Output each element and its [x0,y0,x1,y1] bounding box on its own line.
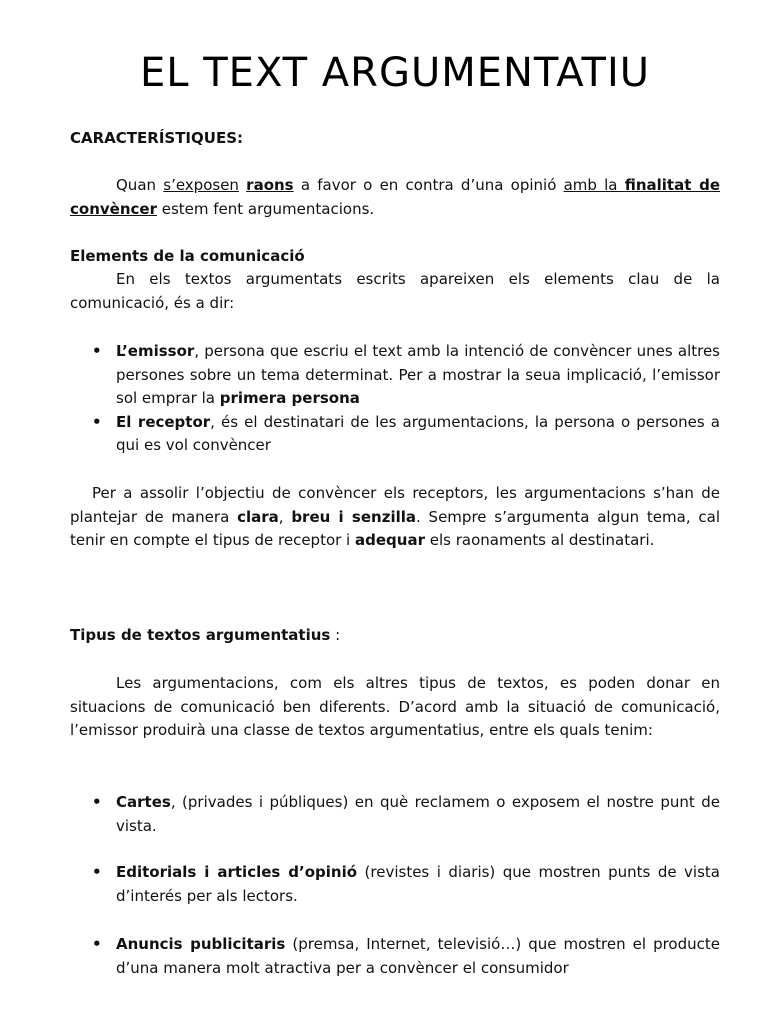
bullet-icon: • [92,863,102,881]
list-item-strong: primera persona [219,389,360,407]
paragraph-objectiu [70,482,720,553]
list-item-text: (premsa, Internet, televisió…) que mostren el producte d’una manera molt atractiva per a convèncer el consumidor [116,935,720,977]
list-item-cartes [70,791,720,838]
section-heading-tail: : [330,626,341,644]
bullet-icon: • [92,935,102,953]
paragraph-tipus-intro: Les argumentacions, com els altres tipus de textos, es poden donar en situacions de comunicació ben diferents. D’acord amb la situació de comunicació, l’emissor produirà una classe de textos argumentatius, entre els quals tenim: [70,674,720,739]
text-run: estem fent argumentacions. [156,199,375,218]
section-heading-caracteristiques: CARACTERÍSTIQUES: [70,129,243,147]
paragraph-elements-intro: En els textos argumentats escrits apareixen els elements clau de la comunicació, és a dir: [70,270,720,312]
text-run: Per a assolir l’objectiu de convèncer els receptors, les argumentacions s’han de plantejar de manera [70,484,720,526]
list-item-editorials [70,861,720,908]
bullet-icon: • [92,793,102,811]
list-item-term: L’emissor [116,342,195,360]
list-item-receptor [70,411,720,458]
text-run: a favor o en contra d’una opinió [293,176,564,194]
text-run-bold: adequar [355,531,425,549]
section-heading-text: Tipus de textos argumentatius [70,626,331,644]
list-tipus-item-3 [70,933,720,980]
list-tipus-item-2 [70,861,720,908]
list-item-term: Cartes [116,793,171,811]
text-run-bold-underlined: raons [246,176,294,194]
list-item-term: Editorials i articles d’opinió [116,863,358,881]
list-item-text: , persona que escriu el text amb la intenció de convèncer unes altres persones sobre un tema determinat. Per a mostrar la seua implicació, l’emissor sol emprar la [116,342,720,407]
text-run-bold: breu i senzilla [291,507,416,526]
bullet-icon: • [92,412,102,431]
list-item-text: , és el destinatari de les argumentacions, la persona o persones a qui es vol convèncer [116,412,720,454]
text-run: Quan [116,176,164,194]
list-tipus-item-1 [70,791,720,838]
text-run-bold-underlined: finalitat de convèncer [70,176,720,218]
list-item-text: , (privades i públiques) en què reclamem o exposem el nostre punt de vista. [116,793,720,835]
text-run: . Sempre s’argumenta algun tema, cal tenir en compte el tipus de receptor i [70,507,720,549]
text-run-underlined: amb la [563,176,625,194]
section-heading-tipus [70,624,720,648]
list-item-text: (revistes i diaris) que mostren punts de vista d’interés per als lectors. [116,863,720,905]
list-item-term: Anuncis publicitaris [116,935,286,953]
section-heading-elements: Elements de la comunicació [70,247,305,265]
text-run: , [278,507,292,526]
list-item-anuncis [70,933,720,980]
page-title: EL TEXT ARGUMENTATIU [139,50,651,96]
list-item-term: El receptor [116,412,211,431]
list-elements [70,340,720,458]
list-item-emissor [70,340,720,411]
text-run-bold: clara [237,507,279,526]
text-run-underlined: s’exposen [163,176,239,194]
text-run: els raonaments al destinatari. [424,531,655,549]
bullet-icon: • [92,342,102,360]
paragraph-definition [70,174,720,221]
